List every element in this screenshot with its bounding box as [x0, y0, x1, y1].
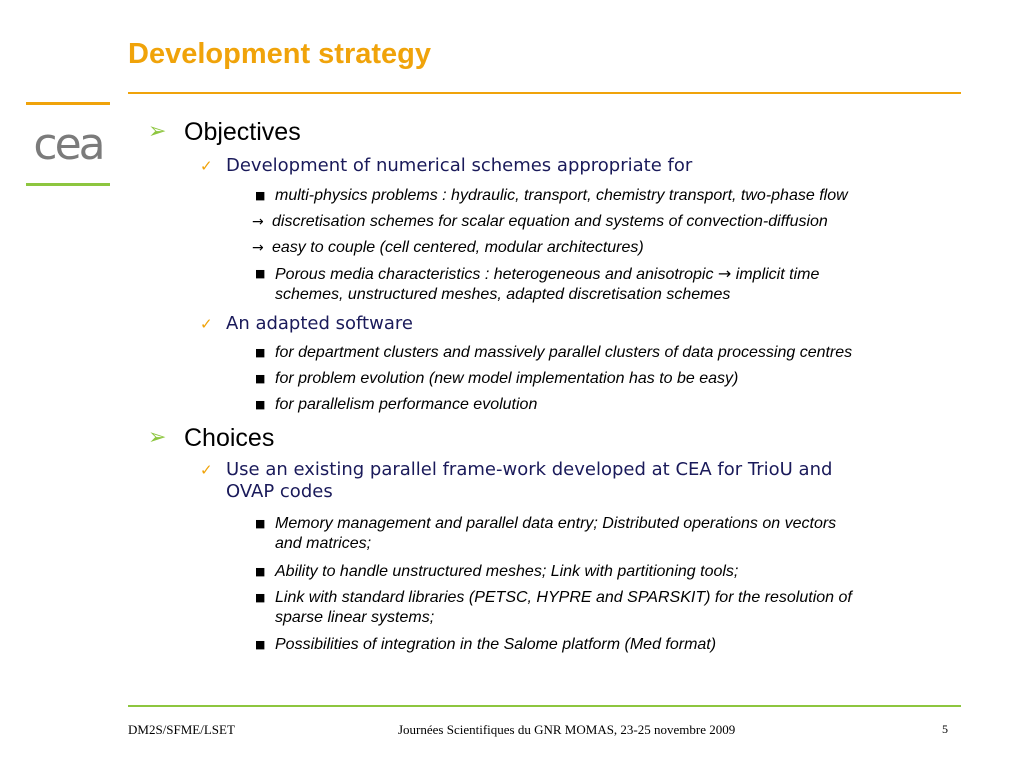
right-arrow-icon: → — [252, 214, 264, 230]
list-item: ■ for parallelism performance evolution — [255, 396, 538, 413]
square-bullet-icon: ■ — [255, 591, 266, 604]
list-item: ■ Link with standard libraries (PETSC, HYPRE and SPARSKIT) for the resolution of sparse linear systems; — [255, 589, 852, 626]
list-item: → easy to couple (cell centered, modular architectures) — [252, 239, 644, 256]
bullet-objectives — [148, 118, 301, 146]
svg-text:cea: cea — [33, 125, 103, 165]
slide-title: Development strategy — [128, 38, 431, 70]
list-item: ■ Memory management and parallel data entry; Distributed operations on vectors and matrices; — [255, 515, 837, 552]
list-item: ■ Ability to handle unstructured meshes; Link with partitioning tools; — [255, 563, 739, 580]
list-item: ■ multi-physics problems : hydraulic, transport, chemistry transport, two-phase flow — [255, 187, 848, 204]
list-item: ■ for problem evolution (new model implementation has to be easy) — [255, 370, 739, 387]
choices-label: Choices — [184, 424, 275, 452]
list-item: ■ Porous media characteristics : heterogeneous and anisotropic → implicit time schemes, unstructured meshes, adapted discretisation schemes — [255, 264, 820, 303]
arrow-bullet-icon: ➢ — [148, 425, 167, 450]
right-arrow-icon: → — [717, 264, 732, 283]
framework-label: Use an existing parallel frame-work developed at CEA for TrioU and OVAP codes — [226, 459, 833, 502]
page-number: 5 — [942, 722, 948, 736]
check-icon: ✓ — [200, 461, 213, 479]
square-bullet-icon: ■ — [255, 267, 266, 280]
arrow-bullet-icon: ➢ — [148, 119, 167, 144]
right-arrow-icon: → — [252, 240, 264, 256]
square-bullet-icon: ■ — [255, 638, 266, 651]
bullet-software — [200, 313, 413, 335]
schemes-label: Development of numerical schemes appropriate for — [226, 155, 693, 176]
list-item: → discretisation schemes for scalar equation and systems of convection-diffusion — [252, 213, 828, 230]
check-icon: ✓ — [200, 157, 213, 175]
check-icon: ✓ — [200, 315, 213, 333]
objectives-label: Objectives — [184, 118, 301, 146]
footer-rule — [128, 705, 961, 707]
square-bullet-icon: ■ — [255, 372, 266, 385]
software-label: An adapted software — [226, 313, 413, 334]
square-bullet-icon: ■ — [255, 565, 266, 578]
square-bullet-icon: ■ — [255, 517, 266, 530]
square-bullet-icon: ■ — [255, 346, 266, 359]
bullet-schemes — [200, 155, 692, 177]
square-bullet-icon: ■ — [255, 189, 266, 202]
bullet-choices — [148, 424, 274, 452]
list-item: ■ Possibilities of integration in the Salome platform (Med format) — [255, 636, 717, 653]
footer-left: DM2S/SFME/LSET — [128, 722, 235, 737]
footer-center: Journées Scientifiques du GNR MOMAS, 23-25 novembre 2009 — [398, 722, 736, 737]
bullet-framework — [200, 459, 832, 503]
square-bullet-icon: ■ — [255, 398, 266, 411]
list-item: ■ for department clusters and massively parallel clusters of data processing centres — [255, 344, 853, 361]
